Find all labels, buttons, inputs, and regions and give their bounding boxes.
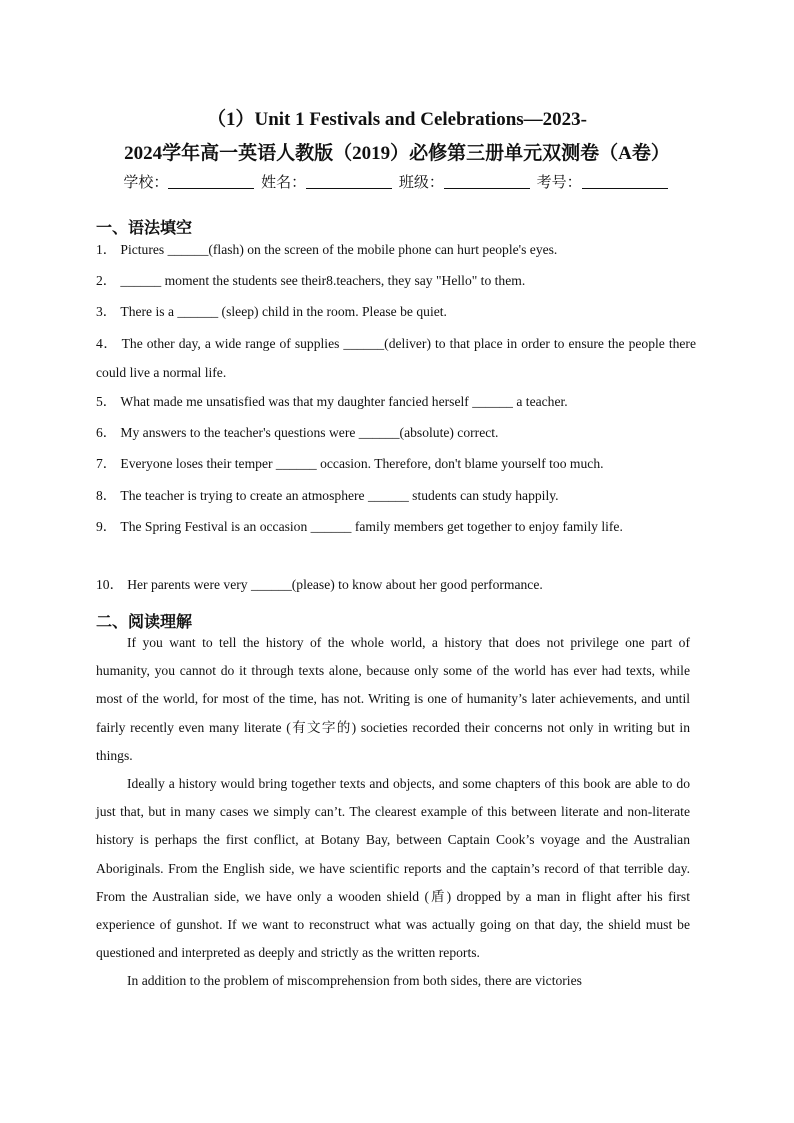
question-number: 8． xyxy=(96,488,117,503)
question-item xyxy=(96,235,696,264)
question-text: The Spring Festival is an occasion ______ family members get together to enjoy family life. xyxy=(120,519,623,534)
document-title-line-2: 2024学年高一英语人教版（2019）必修第三册单元双测卷（A卷） xyxy=(124,143,670,164)
question-number: 6． xyxy=(96,425,117,440)
question-item xyxy=(96,449,696,478)
class-label: 班级： xyxy=(398,175,444,191)
question-item xyxy=(96,481,696,510)
question-number: 10． xyxy=(96,577,124,592)
question-item xyxy=(96,266,696,295)
question-item xyxy=(96,512,696,541)
school-blank[interactable] xyxy=(168,174,254,189)
exam-number-label: 考号： xyxy=(536,175,582,191)
question-text: There is a ______ (sleep) child in the room. Please be quiet. xyxy=(120,304,447,319)
question-item xyxy=(96,570,696,599)
passage-paragraph: Ideally a history would bring together texts and objects, and some chapters of this book are able to do just that, but in many cases we simply can’t. The clearest example of this between literate and non-literate history is perhaps the first conflict, at Botany Bay, between Captain Cook’s voyage and the Australian Aboriginals. From the English side, we have scientific reports and the captain’s record of that terrible day. From the Australian side, we have only a wooden shield (盾) dropped by a man in flight after his first experience of gunshot. If we want to reconstruct what was actually going on that day, the shield must be questioned and interpreted as deeply and strictly as the written reports. xyxy=(96,776,690,961)
section-heading-reading: 二、阅读理解 xyxy=(96,614,193,631)
question-item xyxy=(96,418,696,447)
student-info-line xyxy=(0,171,794,192)
question-item xyxy=(96,297,696,326)
question-item xyxy=(96,387,696,416)
passage-paragraph: In addition to the problem of miscomprehension from both sides, there are victories xyxy=(127,973,582,989)
question-text: Pictures ______(flash) on the screen of the mobile phone can hurt people's eyes. xyxy=(120,242,558,257)
passage-paragraph: If you want to tell the history of the whole world, a history that does not privilege one part of humanity, you cannot do it through texts alone, because only some of the world has ever had texts, while most of the world, for most of the time, has not. Writing is one of humanity’s later achievements, and until fairly recently even many literate (有文字的) societies recorded their concerns not only in writing but in things. xyxy=(96,635,690,763)
name-blank[interactable] xyxy=(306,174,392,189)
question-number: 9． xyxy=(96,519,117,534)
question-text: The teacher is trying to create an atmosphere ______ students can study happily. xyxy=(120,488,559,503)
question-text: My answers to the teacher's questions were ______(absolute) correct. xyxy=(120,425,499,440)
reading-passage xyxy=(96,629,690,996)
question-number: 7． xyxy=(96,456,117,471)
section-heading-grammar: 一、语法填空 xyxy=(96,220,193,237)
question-text: The other day, a wide range of supplies ______(deliver) to that place in order to ensure the people there could live a normal life. xyxy=(96,336,696,380)
name-label: 姓名： xyxy=(261,175,307,191)
question-number: 1． xyxy=(96,242,117,257)
document-title-line-1: （1）Unit 1 Festivals and Celebrations—2023- xyxy=(206,109,587,130)
question-text: What made me unsatisfied was that my daughter fancied herself ______ a teacher. xyxy=(120,394,568,409)
question-number: 3． xyxy=(96,304,117,319)
question-text: Everyone loses their temper ______ occasion. Therefore, don't blame yourself too much. xyxy=(120,456,604,471)
question-item xyxy=(96,329,696,387)
question-number: 4． xyxy=(96,336,118,351)
exam-number-blank[interactable] xyxy=(582,174,668,189)
question-text: ______ moment the students see their8.teachers, they say "Hello" to them. xyxy=(120,273,526,288)
question-text: Her parents were very ______(please) to know about her good performance. xyxy=(127,577,543,592)
school-label: 学校： xyxy=(123,175,169,191)
question-number: 5． xyxy=(96,394,117,409)
question-number: 2． xyxy=(96,273,117,288)
class-blank[interactable] xyxy=(444,174,530,189)
